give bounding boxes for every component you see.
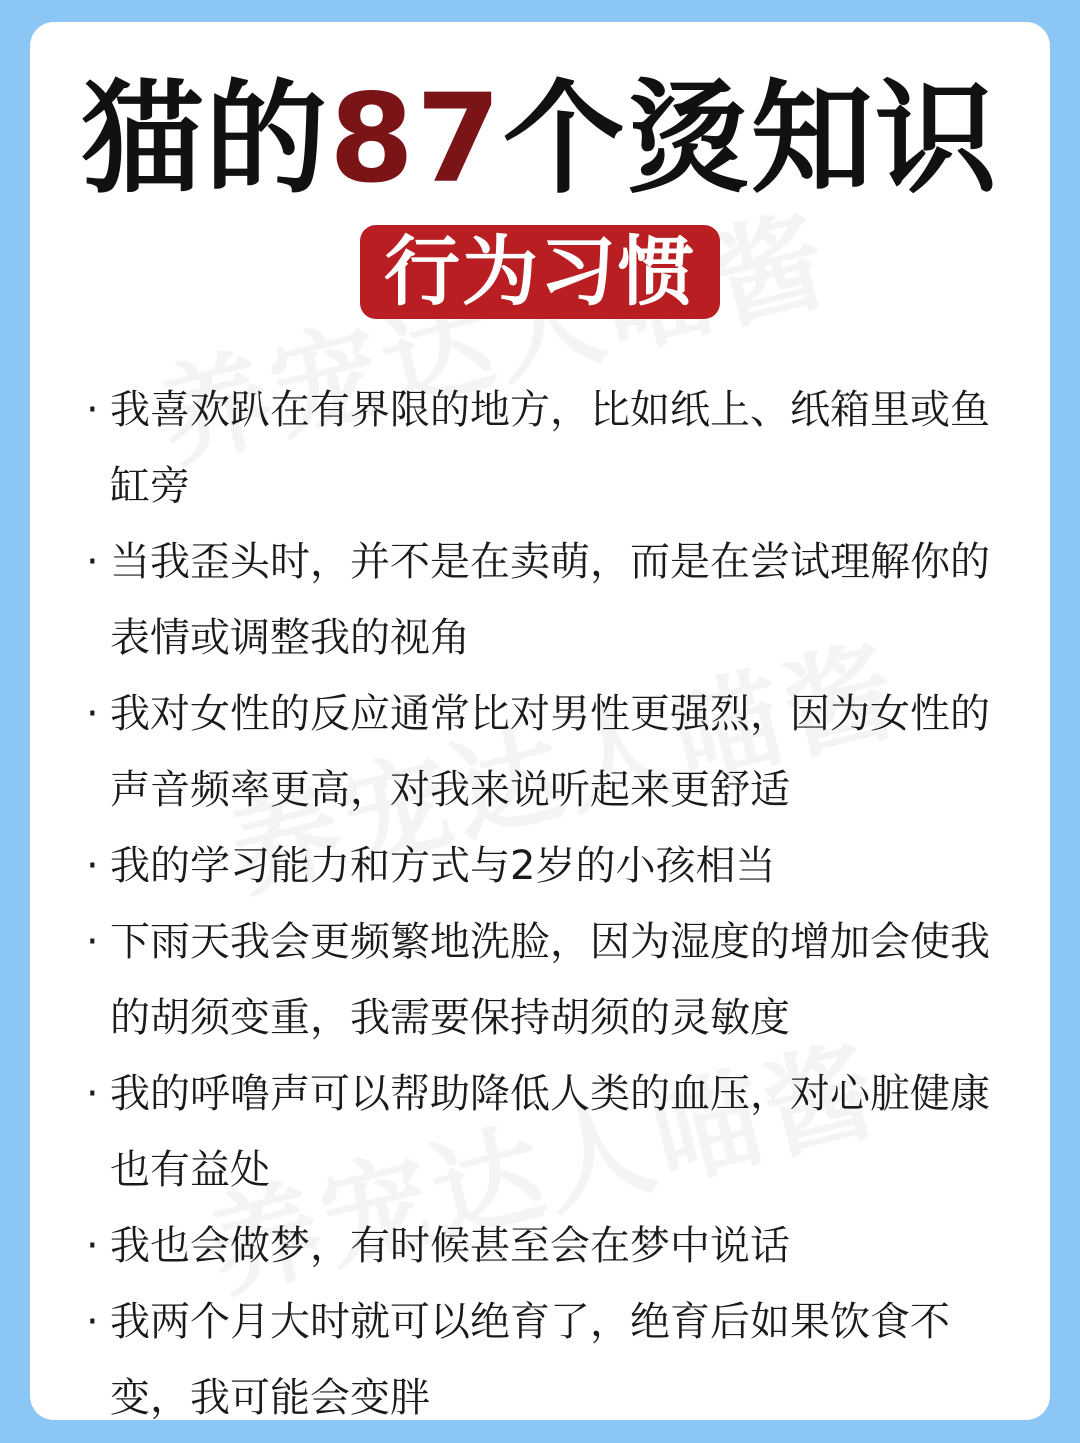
bullet: ·	[86, 1223, 99, 1269]
bullet: ·	[86, 919, 99, 965]
list-item	[86, 904, 996, 1056]
list-item	[86, 1056, 996, 1208]
list-item	[86, 676, 996, 828]
bullet: ·	[86, 1299, 99, 1345]
bullet: ·	[86, 843, 99, 889]
bullet: ·	[86, 691, 99, 737]
subtitle-badge: 行为习惯	[360, 225, 720, 319]
title-number: 87	[329, 68, 503, 210]
bullet: ·	[86, 387, 99, 433]
list-item	[86, 1208, 996, 1284]
list-item-text: 我对女性的反应通常比对男性更强烈，因为女性的声音频率更高，对我来说听起来更舒适	[110, 691, 990, 813]
list-item-text: 我两个月大时就可以绝育了，绝育后如果饮食不变，我可能会变胖	[110, 1299, 950, 1420]
page-title	[30, 68, 1050, 210]
list-item	[86, 828, 996, 904]
bullet: ·	[86, 1071, 99, 1117]
list-item	[86, 372, 996, 524]
title-suffix: 个烫知识	[502, 68, 999, 210]
list-item-text: 我也会做梦，有时候甚至会在梦中说话	[110, 1223, 790, 1269]
facts-list	[86, 372, 996, 1420]
content-card	[30, 22, 1050, 1420]
subtitle-container	[30, 225, 1050, 319]
bullet: ·	[86, 539, 99, 585]
list-item	[86, 524, 996, 676]
list-item-text: 我的呼噜声可以帮助降低人类的血压，对心脏健康也有益处	[110, 1071, 990, 1193]
list-item-text: 我的学习能力和方式与2岁的小孩相当	[110, 843, 776, 889]
list-item-text: 下雨天我会更频繁地洗脸，因为湿度的增加会使我的胡须变重，我需要保持胡须的灵敏度	[110, 919, 990, 1041]
list-item-text: 当我歪头时，并不是在卖萌，而是在尝试理解你的表情或调整我的视角	[110, 539, 990, 661]
title-prefix: 猫的	[81, 68, 330, 210]
list-item-text: 我喜欢趴在有界限的地方，比如纸上、纸箱里或鱼缸旁	[110, 387, 990, 509]
list-item	[86, 1284, 996, 1420]
